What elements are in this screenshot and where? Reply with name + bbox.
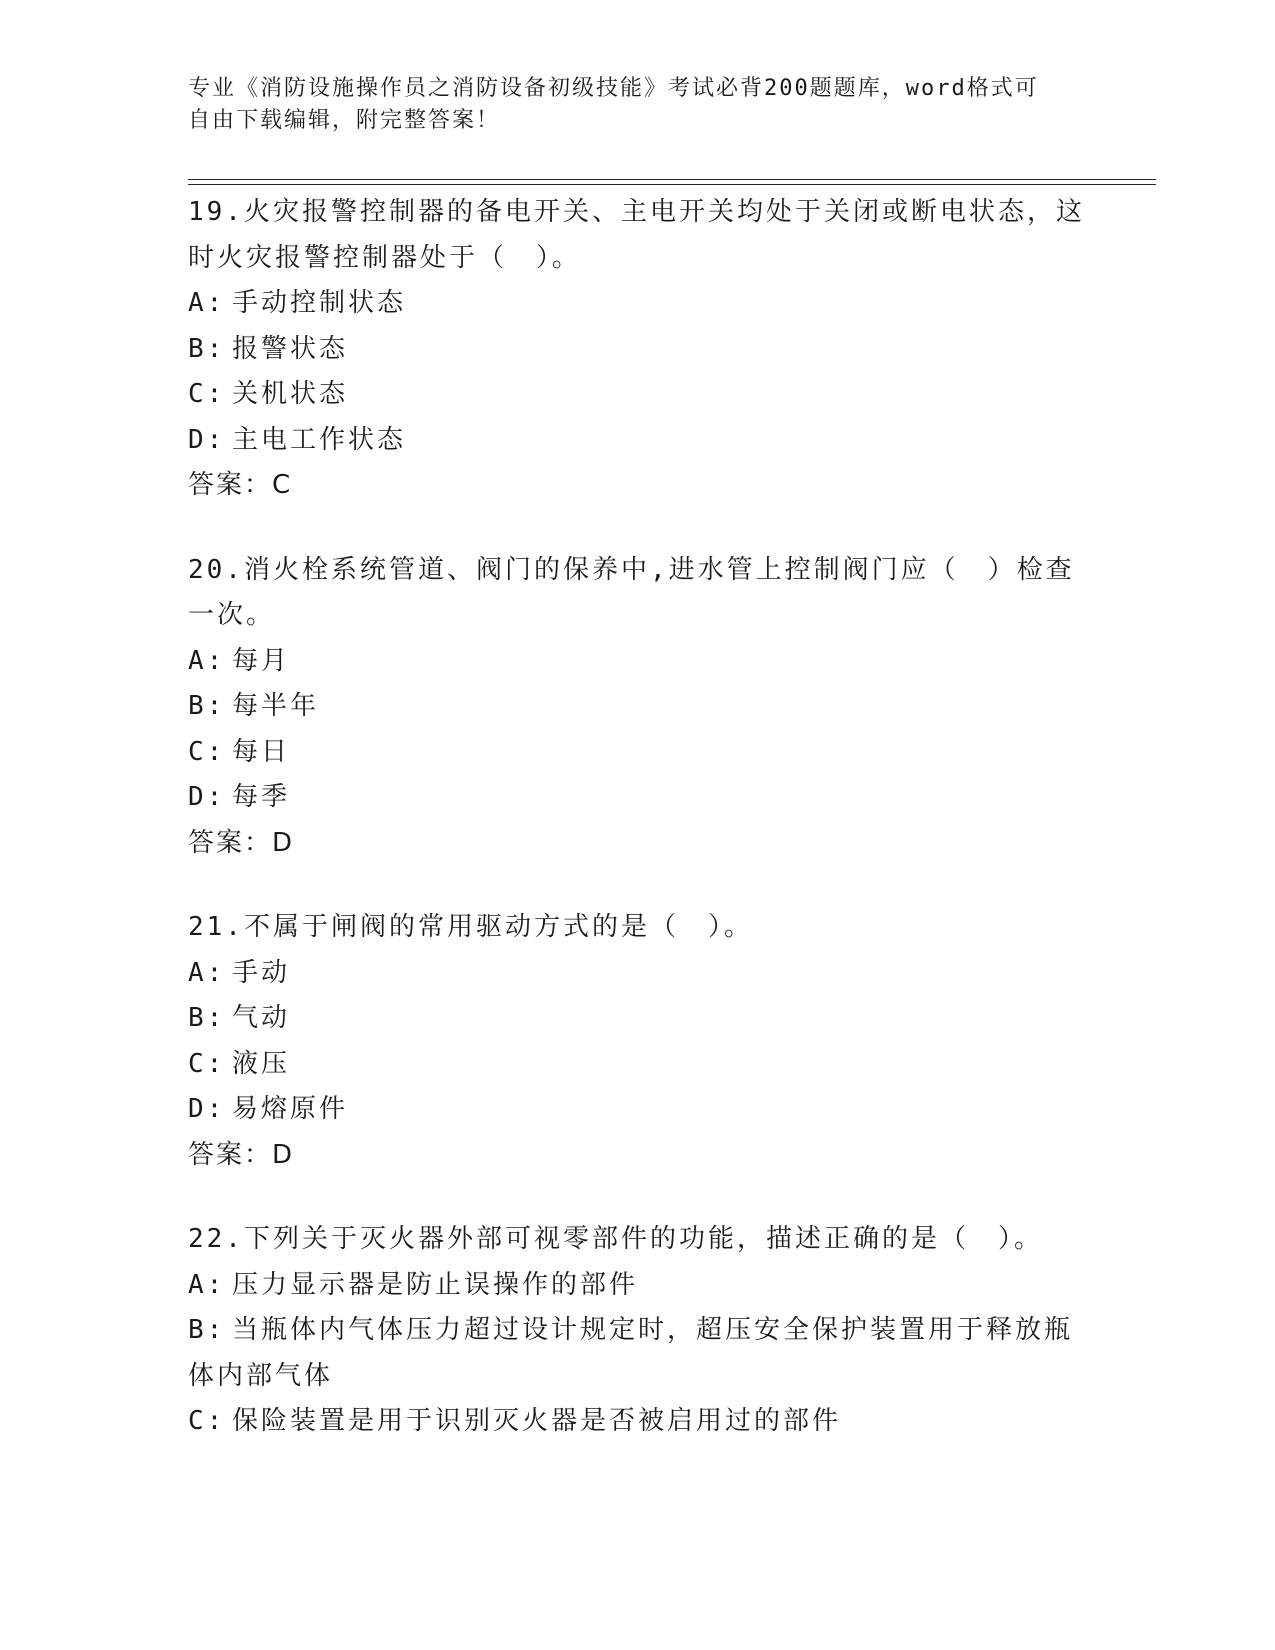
option-b	[188, 1308, 1088, 1354]
header-divider-top	[188, 179, 1156, 180]
option-label: C:	[188, 1406, 226, 1436]
question-22	[188, 1217, 1088, 1445]
question-stem-line-1: 20.消火栓系统管道、阀门的保养中,进水管上控制阀门应（ ）检查	[188, 554, 1075, 585]
question-list	[188, 190, 1088, 1484]
option-text: 每月	[232, 645, 291, 676]
option-d	[188, 775, 1088, 821]
option-label: B:	[188, 691, 226, 721]
document-header	[188, 73, 1068, 137]
option-c	[188, 372, 1088, 418]
option-text: 液压	[232, 1048, 291, 1079]
option-c	[188, 1042, 1088, 1088]
question-stem-line-2: 时火灾报警控制器处于（ ）。	[188, 242, 582, 273]
option-d	[188, 1087, 1088, 1133]
answer-line: 答案：D	[188, 827, 295, 858]
option-label: D:	[188, 1094, 226, 1124]
option-text: 主电工作状态	[232, 424, 407, 455]
option-label: B:	[188, 333, 226, 364]
question-21	[188, 905, 1088, 1178]
option-b-continuation: 体内部气体	[188, 1360, 334, 1391]
question-stem-line-1: 21.不属于闸阀的常用驱动方式的是（ ）。	[188, 912, 753, 942]
option-text: 关机状态	[232, 379, 349, 409]
option-d	[188, 418, 1088, 464]
option-label: C:	[188, 1048, 226, 1079]
option-text: 每季	[232, 782, 291, 812]
option-c	[188, 730, 1088, 776]
option-text: 当瓶体内气体压力超过设计规定时，超压安全保护装置用于释放瓶	[232, 1315, 1074, 1345]
option-label: A:	[188, 1269, 226, 1300]
option-label: A:	[188, 957, 226, 988]
option-label: B:	[188, 1003, 226, 1033]
question-20	[188, 548, 1088, 867]
answer-line: 答案：D	[188, 1139, 295, 1170]
option-a	[188, 1263, 1088, 1309]
question-stem-line-1: 22.下列关于灭火器外部可视零部件的功能，描述正确的是（ ）。	[188, 1224, 1043, 1254]
option-label: D:	[188, 424, 226, 455]
answer-line: 答案：C	[188, 470, 293, 500]
option-label: C:	[188, 379, 226, 409]
option-label: A:	[188, 288, 226, 318]
header-line-1: 专业《消防设施操作员之消防设备初级技能》考试必背200题题库，word格式可	[188, 76, 1039, 101]
option-a	[188, 281, 1088, 327]
option-label: C:	[188, 736, 226, 767]
option-text: 报警状态	[232, 333, 349, 364]
option-b	[188, 684, 1088, 730]
option-text: 手动	[232, 957, 291, 988]
question-19	[188, 190, 1088, 509]
question-stem-line-2: 一次。	[188, 600, 276, 630]
option-a	[188, 951, 1088, 997]
option-text: 手动控制状态	[232, 288, 407, 318]
option-label: B:	[188, 1315, 226, 1345]
option-a	[188, 639, 1088, 685]
option-c	[188, 1399, 1088, 1445]
option-text: 保险装置是用于识别灭火器是否被启用过的部件	[232, 1406, 842, 1436]
option-text: 每半年	[232, 691, 320, 721]
option-label: A:	[188, 645, 226, 676]
option-b	[188, 996, 1088, 1042]
option-text: 压力显示器是防止误操作的部件	[232, 1269, 639, 1300]
header-divider-bottom	[188, 184, 1156, 185]
header-line-2: 自由下载编辑，附完整答案！	[188, 108, 501, 133]
question-stem-line-1: 19.火灾报警控制器的备电开关、主电开关均处于关闭或断电状态，这	[188, 197, 1085, 227]
option-b	[188, 327, 1088, 373]
option-text: 易熔原件	[232, 1094, 349, 1124]
option-text: 气动	[232, 1003, 291, 1033]
option-text: 每日	[232, 736, 291, 767]
option-label: D:	[188, 782, 226, 812]
